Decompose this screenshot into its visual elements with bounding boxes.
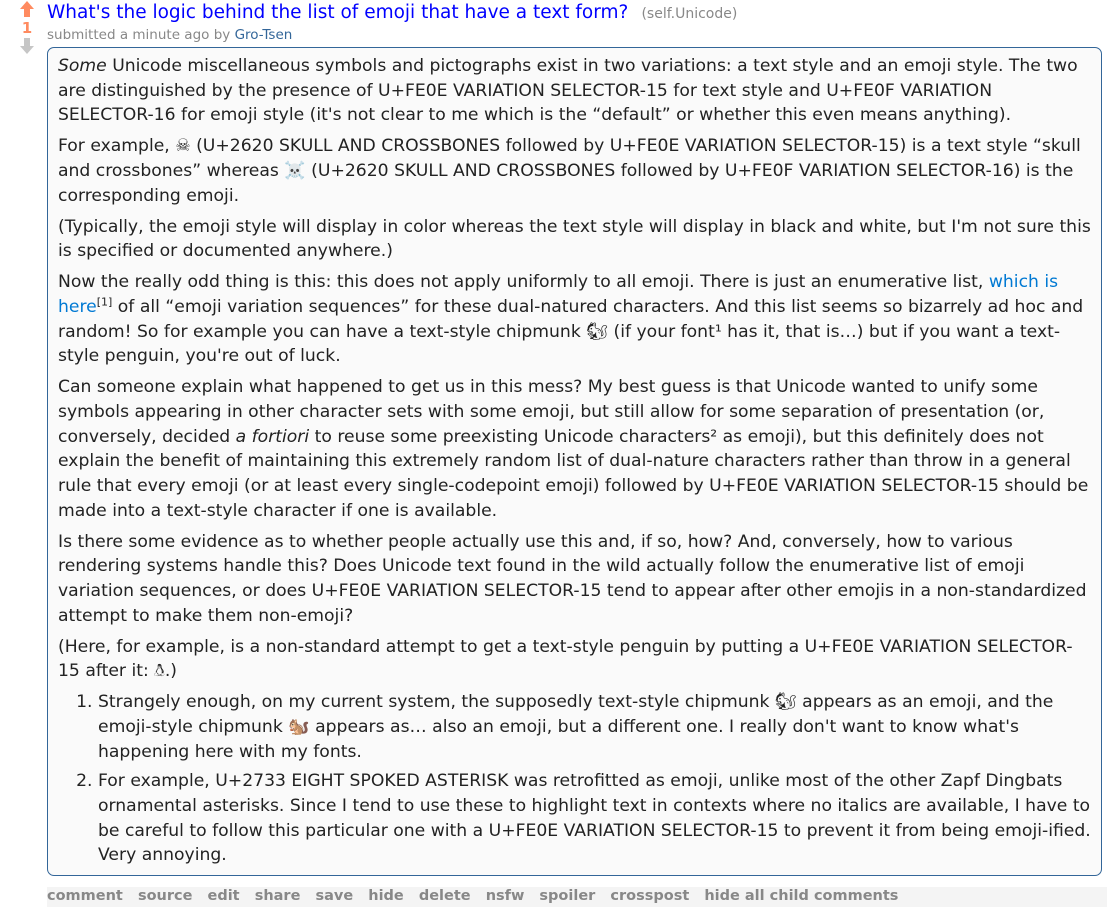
- spoiler-button[interactable]: spoiler: [539, 888, 596, 904]
- emphasis-some: Some: [58, 56, 107, 76]
- selftext-body: [48, 48, 1101, 868]
- post-entry: [47, 0, 1107, 904]
- hide-button[interactable]: hide: [368, 888, 404, 904]
- comment-button[interactable]: comment: [47, 888, 123, 904]
- share-button[interactable]: share: [254, 888, 301, 904]
- footnote-list: [58, 690, 1091, 868]
- paragraph-4-text-a: Now the really odd thing is this: this does not apply uniformly to all emoji. There is just an enumerative list,: [58, 272, 989, 293]
- paragraph-7: (Here, for example, is a non-standard attempt to get a text-style penguin by putting a U+FE0E VARIATION SELECTOR-15 after it: 🐧︎.): [58, 636, 1073, 682]
- by-label: by: [213, 27, 231, 43]
- paragraph-5: [58, 375, 1091, 523]
- author-link[interactable]: Gro-Tsen: [234, 27, 293, 43]
- vote-column: [10, 0, 44, 57]
- post-domain[interactable]: (self.Unicode): [641, 6, 738, 22]
- emphasis-a-fortiori: a fortiori: [235, 426, 310, 447]
- nsfw-button[interactable]: nsfw: [485, 888, 525, 904]
- downvote-arrow-icon[interactable]: [10, 37, 44, 57]
- paragraph-6: Is there some evidence as to whether people actually use this and, if so, how? And, conversely, how to various rendering systems handle this? Does Unicode text found in the wild actually follow the enumerative list of emoji variation sequences, or does U+FE0E VARIATION SELECTOR-15 tend to appear after other emojis in a non-standardized attempt to make them non-emoji?: [58, 531, 1087, 626]
- crosspost-button[interactable]: crosspost: [610, 888, 690, 904]
- paragraph-1-text: Unicode miscellaneous symbols and pictographs exist in two variations: a text style and an emoji style. The two are distinguished by the presence of U+FE0E VARIATION SELECTOR-15 for text style and U+FE0F VARIATION SELECTOR-16 for emoji style (it's not clear to me which is the “default” or whether this even means anything).: [58, 56, 1078, 126]
- upvote-arrow-icon[interactable]: [10, 0, 44, 20]
- link-footnote-marker: [1]: [96, 295, 113, 309]
- title-line: [47, 2, 1107, 26]
- submitted-time: a minute ago: [119, 27, 210, 43]
- score: 1: [21, 19, 33, 37]
- tagline: [47, 26, 1107, 46]
- paragraph-5-text-a: Can someone explain what happened to get us in this mess? My best guess is that Unicode wanted to unify some symbols appearing in other character sets with some emoji, but still allow for some separation of presentation (or, conversely, decided: [58, 377, 1045, 447]
- hide-child-comments-button[interactable]: hide all child comments: [704, 888, 899, 904]
- submitted-label: submitted: [47, 27, 116, 43]
- footnote-item: 1. Strangely enough, on my current system, the supposedly text-style chipmunk 🐿︎ appears as an emoji, and the emoji-style chipmunk 🐿️ appears as… also an emoji, but a different one. I really don't want to know what's happening here with my fonts.: [98, 690, 1091, 764]
- emoji-list-link[interactable]: which is here: [58, 272, 1059, 317]
- paragraph-5-text-b: to reuse some preexisting Unicode characters² as emoji), but this definitely does not explain the benefit of maintaining this extremely random list of dual-nature characters rather than throw in a general rule that every emoji (or at least every single-codepoint emoji) followed by U+FE0E VARIATION SELECTOR-15 should be made into a text-style character if one is available.: [58, 426, 1089, 521]
- save-button[interactable]: save: [315, 888, 354, 904]
- paragraph-4-text-b: of all “emoji variation sequences” for these dual-natured characters. And this list seems so bizarrely ad hoc and random! So for example you can have a text-style chipmunk 🐿︎ (if your font¹ has it, that is…) but if you want a text-style penguin, you're out of luck.: [58, 296, 1084, 367]
- post-title-link[interactable]: What's the logic behind the list of emoji that have a text form?: [47, 2, 629, 23]
- selftext-box: [47, 47, 1102, 876]
- paragraph-4: [58, 270, 1091, 369]
- delete-button[interactable]: delete: [418, 888, 471, 904]
- post-action-buttons: [47, 887, 1107, 907]
- paragraph-3: (Typically, the emoji style will display in color whereas the text style will display in black and white, but I'm not sure this is specified or documented anywhere.): [58, 216, 1091, 262]
- paragraph-1: [58, 54, 1091, 128]
- source-button[interactable]: source: [137, 888, 193, 904]
- footnote-item: 2. For example, U+2733 EIGHT SPOKED ASTERISK was retrofitted as emoji, unlike most of the other Zapf Dingbats ornamental asterisks. Since I tend to use these to highlight text in contexts where no italics are available, I have to be careful to follow this particular one with a U+FE0E VARIATION SELECTOR-15 to prevent it from being emoji-ified. Very annoying.: [98, 769, 1091, 868]
- paragraph-2: For example, ☠ (U+2620 SKULL AND CROSSBONES followed by U+FE0E VARIATION SELECTOR-15) is a text style “skull and crossbones” whereas ☠️ (U+2620 SKULL AND CROSSBONES followed by U+FE0F VARIATION SELECTOR-16) is the corresponding emoji.: [58, 136, 1081, 206]
- edit-button[interactable]: edit: [207, 888, 240, 904]
